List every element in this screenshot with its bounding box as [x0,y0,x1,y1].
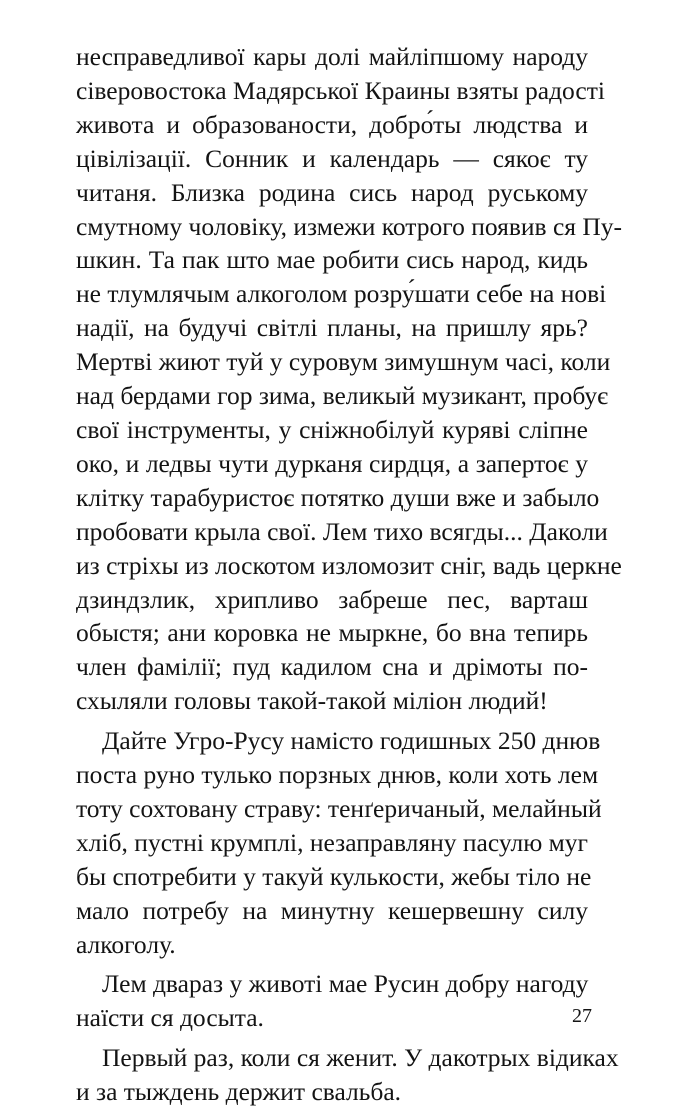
text-line: око, и ледвы чути дурканя сирдця, а запертоє у [76,448,588,478]
text-line: дзиндзлик, хрипливо забреше пес, варташ [76,584,588,614]
text-line: надії, на будучі світлі планы, на пришлу ярь? [76,313,588,343]
text-line: алкоголу. [76,929,176,959]
paragraph-4 [76,1041,619,1109]
text-line: пробовати крыла свої. Лем тихо всягды... Даколи [76,516,608,546]
text-line: и за тыждень держит свальба. [76,1077,402,1107]
text-line: наїсти ся досыта. [76,1003,264,1033]
text-line: читаня. Близка родина сись народ руському [76,177,588,207]
text-line: тоту сохтовану страву: тенґеричаный, мелайный [76,793,602,823]
text-line: хліб, пустні крумплі, незаправляну пасулю муг [76,827,588,857]
paragraph-3 [76,967,588,1035]
text-line: свої інструменты, у сніжнобілуй куряві сліпне [76,414,588,444]
text-line: поста руно тулько порзных днюв, коли хоть лем [76,760,599,790]
text-line: Первый раз, коли ся женит. У дакотрых відиках [102,1043,619,1073]
text-line: сіверовостока Мадярської Краины взяты радості [76,75,605,105]
page-number: 27 [572,1005,592,1027]
text-line: Лем двараз у животі мае Русин добру нагоду [102,969,589,999]
text-line: смутному чоловіку, измежи котрого появив ся Пу- [76,211,623,241]
text-line: член фамілії; пуд кадилом сна и дрімоты по- [76,652,588,682]
text-line: схыляли головы такой-такой міліон людий! [76,686,548,716]
text-line: над бердами гор зима, великый музикант, пробує [76,381,609,411]
text-line: обыстя; ани коровка не мыркне, бо вна тепирь [76,618,588,648]
text-line: клітку тарабуристоє потятко души вже и забыло [76,482,600,512]
text-line: не тлумлячым алкоголом розру́шати себе на нові [76,279,607,309]
text-line: цівілізації. Сонник и календарь — сякоє ту [76,143,588,173]
text-line: бы спотребити у такуй кулькости, жебы тіло не [76,861,592,891]
text-line: мало потребу на минутну кешервешну силу [76,895,588,925]
paragraph-2 [76,724,602,961]
body-text [76,40,623,1109]
text-line: несправедливої кары долі майліпшому народу [76,42,588,71]
text-line: живота и образованости, добро́ты людства и [76,109,588,139]
text-line: Мертві жиют туй у суровум зимушнум часі, коли [76,347,611,377]
text-line: Дайте Угро-Русу намісто годишных 250 днюв [102,726,601,756]
text-line: из стріхы из лоскотом изломозит сніг, вадь церкне [76,550,622,580]
paragraph-1 [76,40,623,718]
text-line: шкин. Та пак што мае робити сись народ, кидь [76,245,588,275]
